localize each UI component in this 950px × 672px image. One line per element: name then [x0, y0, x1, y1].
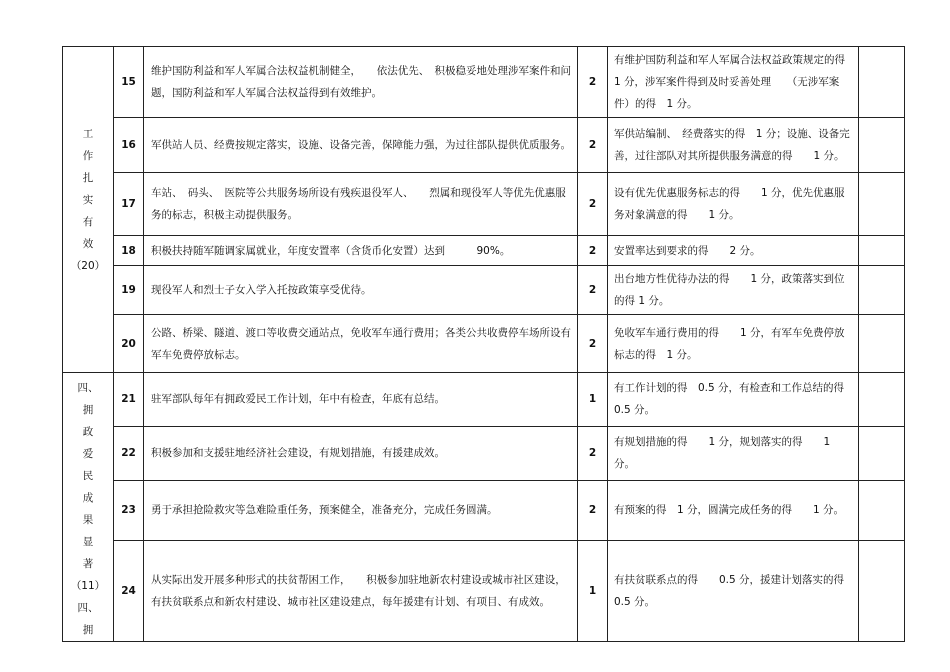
- standard-text: 军供站人员、经费按规定落实，设施、设备完善，保障能力强，为过往部队提供优质服务。: [144, 118, 578, 173]
- table-row: [63, 266, 905, 315]
- score-value: 2: [578, 266, 608, 315]
- evaluation-table: [62, 46, 905, 642]
- item-number: 18: [114, 236, 144, 266]
- item-number: 24: [114, 540, 144, 641]
- table-row: [63, 315, 905, 373]
- scoring-rule: 有工作计划的得 0.5 分，有检查和工作总结的得 0.5 分。: [608, 373, 859, 427]
- item-number: 20: [114, 315, 144, 373]
- blank-cell: [859, 47, 905, 118]
- score-value: 1: [578, 373, 608, 427]
- scoring-rule: 出台地方性优待办法的得 1 分，政策落实到位的得 1 分。: [608, 266, 859, 315]
- standard-text: 积极扶持随军随调家属就业，年度安置率（含货币化安置）达到 90%。: [144, 236, 578, 266]
- score-value: 2: [578, 47, 608, 118]
- blank-cell: [859, 236, 905, 266]
- score-value: 2: [578, 118, 608, 173]
- blank-cell: [859, 173, 905, 236]
- blank-cell: [859, 266, 905, 315]
- item-number: 15: [114, 47, 144, 118]
- table-row: [63, 118, 905, 173]
- item-number: 19: [114, 266, 144, 315]
- blank-cell: [859, 540, 905, 641]
- scoring-rule: 有维护国防利益和军人军属合法权益政策规定的得 1 分，涉军案件得到及时妥善处理 （无涉军案件）的得 1 分。: [608, 47, 859, 118]
- category-cell-work-effective: 工 作 扎 实 有 效 （20）: [63, 47, 114, 373]
- table-row: [63, 173, 905, 236]
- score-value: 2: [578, 480, 608, 540]
- scoring-rule: 设有优先优惠服务标志的得 1 分，优先优惠服务对象满意的得 1 分。: [608, 173, 859, 236]
- blank-cell: [859, 118, 905, 173]
- item-number: 21: [114, 373, 144, 427]
- standard-text: 积极参加和支援驻地经济社会建设，有规划措施，有援建成效。: [144, 426, 578, 480]
- scoring-rule: 有预案的得 1 分，圆满完成任务的得 1 分。: [608, 480, 859, 540]
- item-number: 22: [114, 426, 144, 480]
- standard-text: 驻军部队每年有拥政爱民工作计划，年中有检查，年底有总结。: [144, 373, 578, 427]
- category-cell-support-government: 四、 拥 政 爱 民 成 果 显 著 （11） 四、 拥: [63, 373, 114, 642]
- score-value: 1: [578, 540, 608, 641]
- blank-cell: [859, 426, 905, 480]
- standard-text: 车站、 码头、 医院等公共服务场所设有残疾退役军人、 烈属和现役军人等优先优惠服务的标志，积极主动提供服务。: [144, 173, 578, 236]
- blank-cell: [859, 480, 905, 540]
- standard-text: 公路、桥梁、隧道、渡口等收费交通站点，免收军车通行费用；各类公共收费停车场所设有军车免费停放标志。: [144, 315, 578, 373]
- standard-text: 现役军人和烈士子女入学入托按政策享受优待。: [144, 266, 578, 315]
- score-value: 2: [578, 236, 608, 266]
- scoring-rule: 军供站编制、 经费落实的得 1 分；设施、设备完善，过往部队对其所提供服务满意的得 1 分。: [608, 118, 859, 173]
- table-row: [63, 540, 905, 641]
- standard-text: 维护国防利益和军人军属合法权益机制健全， 依法优先、 积极稳妥地处理涉军案件和问题，国防利益和军人军属合法权益得到有效维护。: [144, 47, 578, 118]
- table-row: [63, 426, 905, 480]
- score-value: 2: [578, 173, 608, 236]
- item-number: 17: [114, 173, 144, 236]
- item-number: 16: [114, 118, 144, 173]
- scoring-rule: 安置率达到要求的得 2 分。: [608, 236, 859, 266]
- table-row: [63, 373, 905, 427]
- score-value: 2: [578, 315, 608, 373]
- standard-text: 从实际出发开展多种形式的扶贫帮困工作， 积极参加驻地新农村建设或城市社区建设，有扶贫联系点和新农村建设、城市社区建设建点，每年援建有计划、有项目、有成效。: [144, 540, 578, 641]
- table-row: [63, 236, 905, 266]
- scoring-rule: 免收军车通行费用的得 1 分，有军车免费停放标志的得 1 分。: [608, 315, 859, 373]
- blank-cell: [859, 315, 905, 373]
- scoring-rule: 有规划措施的得 1 分，规划落实的得 1 分。: [608, 426, 859, 480]
- item-number: 23: [114, 480, 144, 540]
- standard-text: 勇于承担抢险救灾等急难险重任务，预案健全，准备充分，完成任务圆满。: [144, 480, 578, 540]
- score-value: 2: [578, 426, 608, 480]
- table-row: [63, 480, 905, 540]
- table-row: [63, 47, 905, 118]
- blank-cell: [859, 373, 905, 427]
- scoring-rule: 有扶贫联系点的得 0.5 分，援建计划落实的得 0.5 分。: [608, 540, 859, 641]
